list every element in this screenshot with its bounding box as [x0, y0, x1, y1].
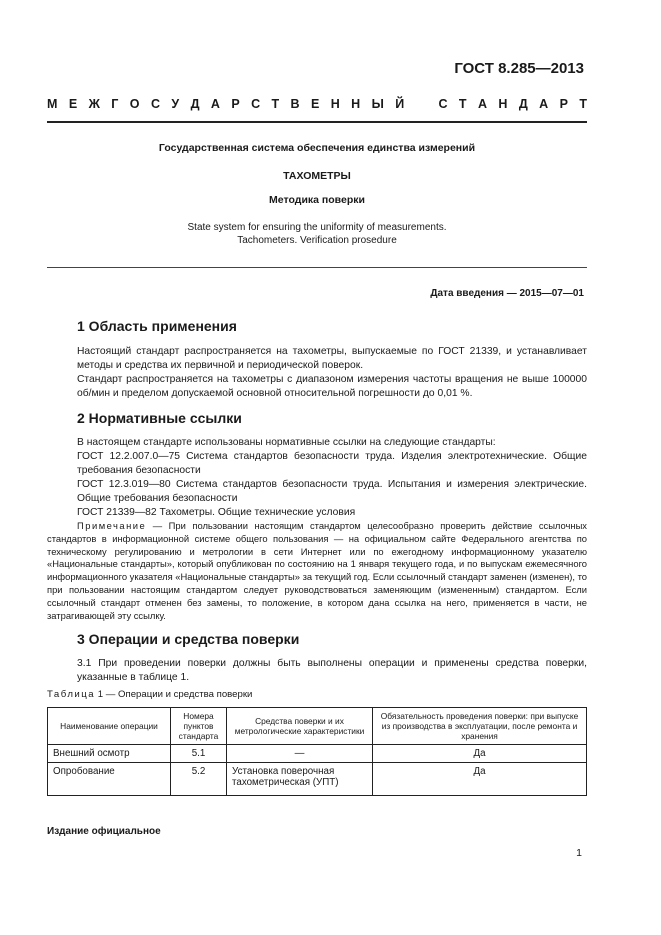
banner-letter: Р: [231, 97, 240, 111]
middle-rule: [47, 267, 587, 268]
banner-letter: С: [150, 97, 160, 111]
banner-letter: О: [129, 97, 140, 111]
section-3-body: [47, 657, 587, 685]
cell-mandatory: Да: [373, 745, 587, 763]
section-1-paragraph-2: Стандарт распространяется на тахометры с диапазоном измерения частоты вращения не выше 100000 об/мин и пределом допускаемой основной относительной погрешности до 0,01 %.: [77, 374, 587, 399]
cell-operation: Внешний осмотр: [48, 745, 171, 763]
banner-letter: С: [438, 97, 448, 111]
cell-means: Установка поверочная тахометрическая (УПТ): [227, 763, 373, 796]
reference-3: ГОСТ 21339—82 Тахометры. Общие технические условия: [77, 507, 356, 518]
banner-letter: Н: [330, 97, 340, 111]
banner-letter: Д: [518, 97, 528, 111]
banner-letter: Г: [111, 97, 119, 111]
reference-2: ГОСТ 12.3.019—80 Система стандартов безопасности труда. Испытания и измерения электрические. Общие требования безопасности: [77, 479, 587, 504]
section-3-heading: 3 Операции и средства поверки: [77, 631, 300, 647]
operations-table: [47, 707, 587, 796]
gost-number: ГОСТ 8.285—2013: [454, 60, 584, 77]
cell-mandatory: Да: [373, 763, 587, 796]
banner-letter: М: [47, 97, 58, 111]
banner-letter: Т: [458, 97, 467, 111]
introduction-date: Дата введения — 2015—07—01: [430, 288, 584, 299]
banner-letter: А: [210, 97, 220, 111]
header-clause-numbers: Номера пунктов стандарта: [171, 708, 227, 745]
banner-letter: У: [171, 97, 180, 111]
banner-letter: Й: [395, 97, 405, 111]
banner-letter: Р: [559, 97, 568, 111]
banner-letter: Ж: [88, 97, 100, 111]
cell-operation: Опробование: [48, 763, 171, 796]
table-row: [48, 763, 587, 796]
section-2-intro: В настоящем стандарте использованы нормативные ссылки на следующие стандарты:: [77, 437, 496, 448]
english-title-line1: State system for ensuring the uniformity of measurements.: [187, 222, 447, 233]
banner-letter: Е: [310, 97, 320, 111]
banner-letter: Д: [190, 97, 200, 111]
cell-means: —: [227, 745, 373, 763]
official-edition: Издание официальное: [47, 826, 161, 837]
section-1-heading: 1 Область применения: [77, 318, 237, 334]
banner-letter: Ы: [371, 97, 384, 111]
header-operation-name: Наименование операции: [48, 708, 171, 745]
cell-clause: 5.1: [171, 745, 227, 763]
header-verification-means: Средства поверки и их метрологические характеристики: [227, 708, 373, 745]
section-1-body: [47, 345, 587, 401]
banner-letter: А: [539, 97, 549, 111]
section-1-paragraph-1: Настоящий стандарт распространяется на тахометры, выпускаемые по ГОСТ 21339, и устанавливает методы и средства их первичной и периодической поверок.: [77, 346, 587, 371]
section-2-body: [47, 436, 587, 520]
banner-letter: Н: [351, 97, 361, 111]
banner-letter: Н: [498, 97, 508, 111]
banner-letter: Т: [579, 97, 587, 111]
english-title-line2: Tachometers. Verification prosedure: [237, 235, 397, 246]
banner-letter: С: [251, 97, 261, 111]
table-header-row: [48, 708, 587, 745]
page-number: 1: [576, 847, 582, 859]
interstate-standard-banner: [47, 97, 587, 111]
section-2-heading: 2 Нормативные ссылки: [77, 410, 242, 426]
note-label: Примечание: [77, 520, 147, 531]
document-subtitle: Методика поверки: [269, 194, 365, 206]
banner-letter: Т: [271, 97, 280, 111]
banner-letter: В: [290, 97, 300, 111]
section-3-paragraph-1: 3.1 При проведении поверки должны быть выполнены операции и применены средства поверки, указанные в таблице 1.: [77, 658, 587, 683]
note-text: — При пользовании настоящим стандартом целесообразно проверить действие ссылочных стандартов в информационной системе общего пользования — на официальном сайте Федерального агентства по техническому регулированию и метрологии в сети Интернет или по ежегодному информационному указателю «Национальные стандарты», который опубликован по состоянию на 1 января текущего года, и по выпускам ежемесячного информационного указателя «Национальные стандарты» за текущий год. Если ссылочный стандарт заменен (изменен), то при пользовании настоящим стандартом следует руководствоваться заменяющим (измененным) стандартом. Если ссылочный стандарт отменен без замены, то положение, в котором дана ссылка на него, применяется в части, не затрагивающей эту ссылку.: [47, 520, 588, 621]
banner-letter: Е: [68, 97, 78, 111]
cell-clause: 5.2: [171, 763, 227, 796]
section-2-note: [47, 520, 587, 622]
system-title: Государственная система обеспечения единства измерений: [158, 142, 476, 154]
top-rule: [47, 121, 587, 123]
table-row: [48, 745, 587, 763]
banner-letter: А: [477, 97, 487, 111]
english-title: [47, 221, 587, 247]
table-caption-label: Таблица: [47, 689, 96, 700]
reference-1: ГОСТ 12.2.007.0—75 Система стандартов безопасности труда. Изделия электротехнические. Общие требования безопасности: [77, 451, 587, 476]
table-1-caption: [47, 689, 252, 700]
header-mandatory-verification: Обязательность проведения поверки: при выпуске из производства в эксплуатации, после ремонта и хранения: [373, 708, 587, 745]
document-title: ТАХОМЕТРЫ: [283, 170, 351, 182]
table-caption-text: 1 — Операции и средства поверки: [95, 689, 253, 700]
